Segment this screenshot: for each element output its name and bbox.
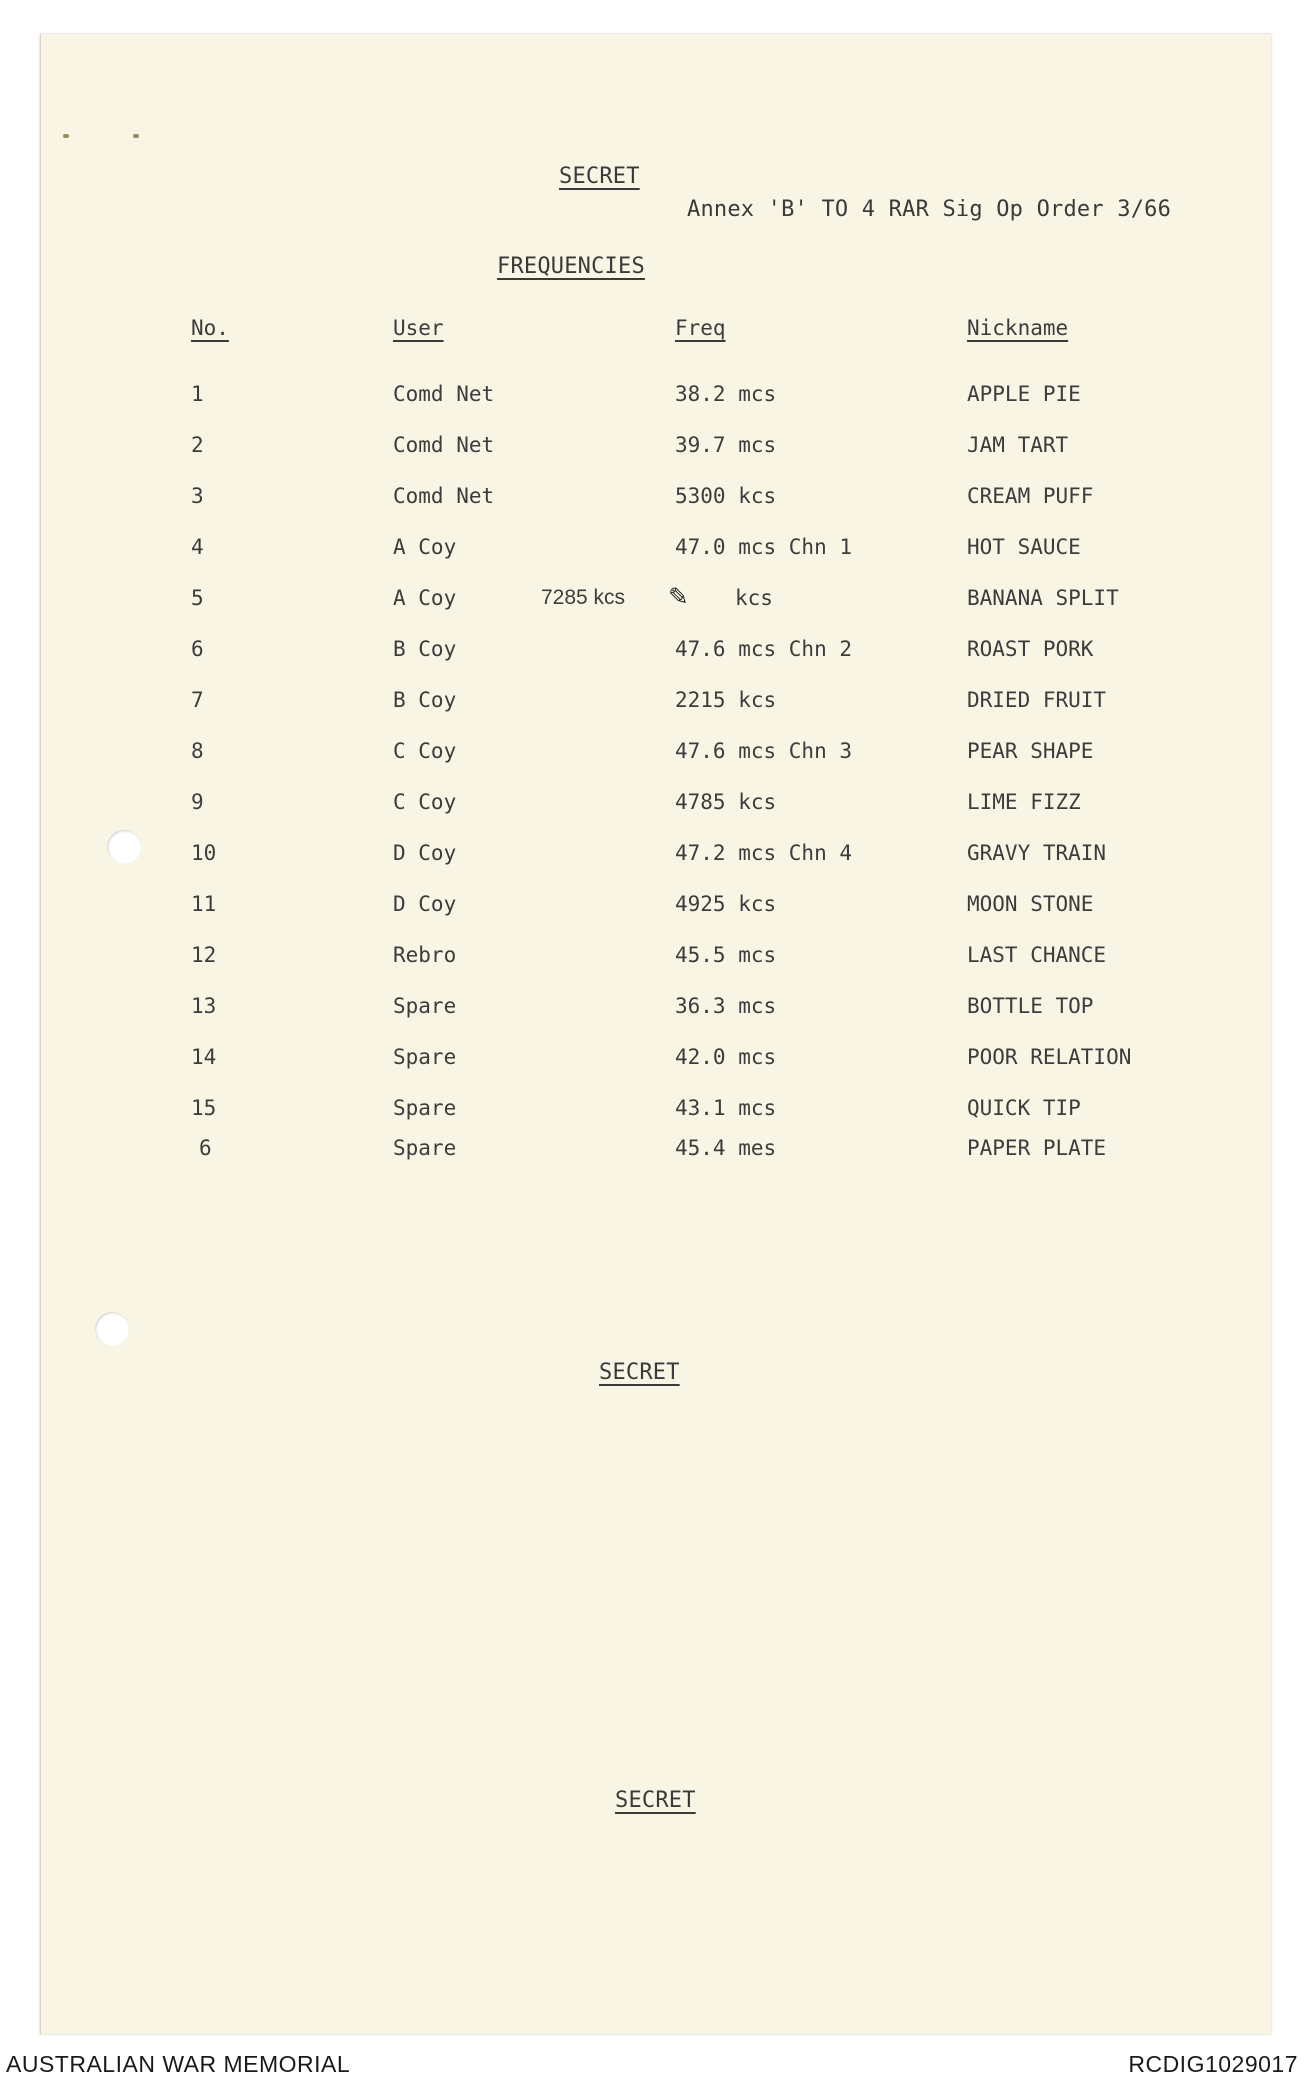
- document-page: [40, 34, 1271, 2034]
- table-row: [41, 433, 1271, 473]
- footer-id: RCDIG1029017: [1128, 2051, 1298, 2077]
- table-row: [41, 994, 1271, 1034]
- staple-mark: [133, 134, 139, 138]
- staple-mark: [63, 134, 69, 138]
- row-nickname: QUICK TIP: [967, 1096, 1081, 1120]
- row-no: 10: [191, 841, 217, 865]
- column-header-freq: Freq: [675, 316, 726, 340]
- classification-bottom: SECRET: [615, 1788, 696, 1813]
- table-row: [41, 688, 1271, 728]
- row-nickname: APPLE PIE: [967, 382, 1081, 406]
- row-nickname: JAM TART: [967, 433, 1069, 457]
- table-row: [41, 484, 1271, 524]
- row-freq: 4925 kcs: [675, 892, 777, 916]
- row-no: 6: [199, 1136, 212, 1160]
- classification-mid: SECRET: [599, 1360, 680, 1385]
- row-user: A Coy: [393, 586, 457, 610]
- row-nickname: LAST CHANCE: [967, 943, 1107, 967]
- row-no: 14: [191, 1045, 217, 1069]
- table-row: [41, 892, 1271, 932]
- ink-blot: ✎: [669, 578, 688, 613]
- row-freq: 47.0 mcs Chn 1: [675, 535, 853, 559]
- row-freq: 4785 kcs: [675, 790, 777, 814]
- row-nickname: LIME FIZZ: [967, 790, 1081, 814]
- row-user: D Coy: [393, 892, 457, 916]
- row-user: Comd Net: [393, 433, 495, 457]
- row-user: Spare: [393, 1136, 457, 1160]
- row-nickname: PEAR SHAPE: [967, 739, 1094, 763]
- row-user: Rebro: [393, 943, 457, 967]
- annex-reference: Annex 'B' TO 4 RAR Sig Op Order 3/66: [687, 197, 1172, 222]
- row-no: 11: [191, 892, 217, 916]
- row-no: 15: [191, 1096, 217, 1120]
- document-title: FREQUENCIES: [497, 254, 645, 279]
- row-no: 13: [191, 994, 217, 1018]
- row-user: B Coy: [393, 637, 457, 661]
- row-nickname: GRAVY TRAIN: [967, 841, 1107, 865]
- row-user: Spare: [393, 1045, 457, 1069]
- row-nickname: MOON STONE: [967, 892, 1094, 916]
- table-row: [41, 790, 1271, 830]
- row-freq: 45.5 mcs: [675, 943, 777, 967]
- row-no: 3: [191, 484, 204, 508]
- row-user: Spare: [393, 1096, 457, 1120]
- row-no: 5: [191, 586, 204, 610]
- table-row: [41, 943, 1271, 983]
- row-freq: 45.4 mes: [675, 1136, 777, 1160]
- row-freq: 47.6 mcs Chn 3: [675, 739, 853, 763]
- row-no: 2: [191, 433, 204, 457]
- row-freq: 5300 kcs: [675, 484, 777, 508]
- row-nickname: PAPER PLATE: [967, 1136, 1107, 1160]
- row-handwritten-freq: 7285 kcs: [541, 586, 626, 609]
- row-freq: kcs: [735, 586, 773, 610]
- row-nickname: CREAM PUFF: [967, 484, 1094, 508]
- row-nickname: POOR RELATION: [967, 1045, 1132, 1069]
- row-no: 9: [191, 790, 204, 814]
- row-nickname: DRIED FRUIT: [967, 688, 1107, 712]
- table-row: [41, 1045, 1271, 1085]
- row-user: Spare: [393, 994, 457, 1018]
- row-nickname: HOT SAUCE: [967, 535, 1081, 559]
- row-freq: 43.1 mcs: [675, 1096, 777, 1120]
- punch-hole-lower: [95, 1312, 129, 1346]
- footer-source: AUSTRALIAN WAR MEMORIAL: [6, 2051, 351, 2077]
- row-nickname: BANANA SPLIT: [967, 586, 1119, 610]
- row-freq: 47.2 mcs Chn 4: [675, 841, 853, 865]
- row-freq: 42.0 mcs: [675, 1045, 777, 1069]
- table-row: [41, 637, 1271, 677]
- row-freq: 39.7 mcs: [675, 433, 777, 457]
- table-header-row: [41, 316, 1271, 356]
- column-header-user: User: [393, 316, 444, 340]
- row-user: D Coy: [393, 841, 457, 865]
- row-freq: 36.3 mcs: [675, 994, 777, 1018]
- row-user: A Coy: [393, 535, 457, 559]
- row-freq: 2215 kcs: [675, 688, 777, 712]
- row-user: C Coy: [393, 790, 457, 814]
- table-row: [41, 841, 1271, 881]
- table-row: [41, 535, 1271, 575]
- column-header-no: No.: [191, 316, 229, 340]
- table-row: [41, 739, 1271, 779]
- row-no: 7: [191, 688, 204, 712]
- row-no: 8: [191, 739, 204, 763]
- row-user: Comd Net: [393, 382, 495, 406]
- row-user: C Coy: [393, 739, 457, 763]
- row-freq: 38.2 mcs: [675, 382, 777, 406]
- table-row: [41, 578, 1271, 626]
- row-nickname: BOTTLE TOP: [967, 994, 1094, 1018]
- row-no: 6: [191, 637, 204, 661]
- table-row: [41, 1096, 1271, 1136]
- row-nickname: ROAST PORK: [967, 637, 1094, 661]
- table-row: [41, 1136, 1271, 1176]
- row-no: 12: [191, 943, 217, 967]
- column-header-nickname: Nickname: [967, 316, 1069, 340]
- row-no: 1: [191, 382, 204, 406]
- row-user: Comd Net: [393, 484, 495, 508]
- row-no: 4: [191, 535, 204, 559]
- row-user: B Coy: [393, 688, 457, 712]
- classification-top: SECRET: [559, 164, 640, 189]
- table-row: [41, 382, 1271, 422]
- row-freq: 47.6 mcs Chn 2: [675, 637, 853, 661]
